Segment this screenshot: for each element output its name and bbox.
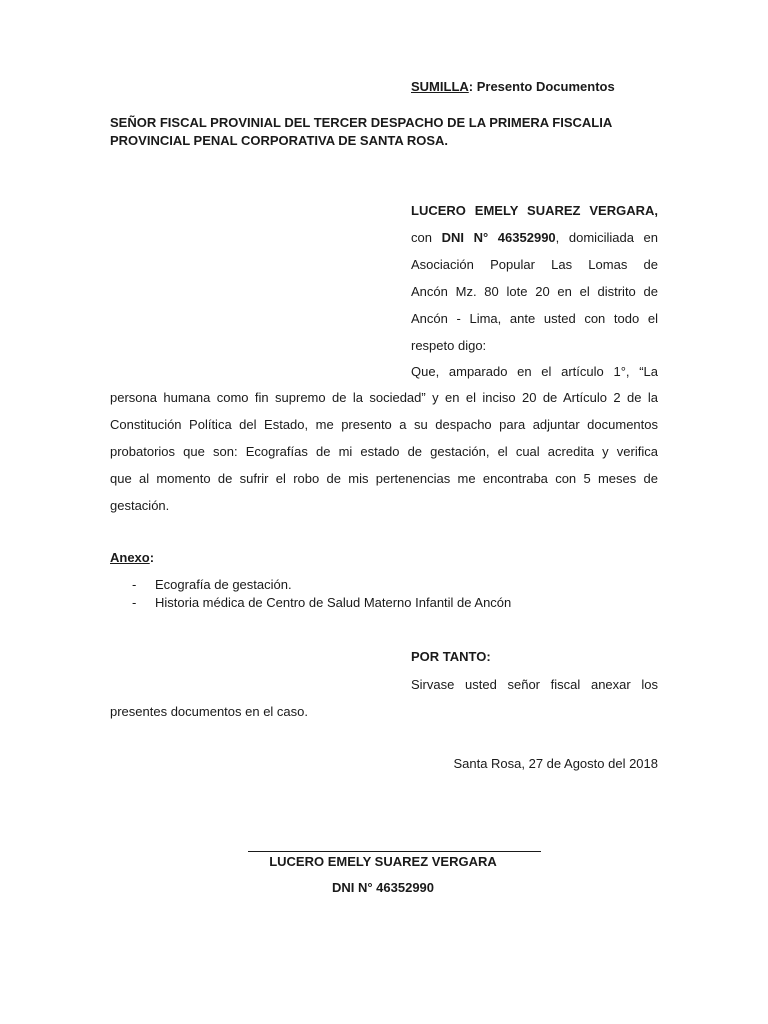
anexo-colon: :	[149, 550, 155, 565]
anexo-label: Anexo	[110, 550, 150, 565]
address-line-4: respeto digo:	[411, 338, 487, 353]
body-line-2: persona humana como fin supremo de la sociedad” y en el inciso 20 de Artículo 2 de la	[110, 390, 658, 405]
petitioner-name: LUCERO EMELY SUAREZ VERGARA,	[411, 203, 658, 218]
sumilla-label: SUMILLA	[411, 79, 469, 94]
anexo-heading	[110, 550, 154, 565]
sumilla	[411, 79, 615, 94]
anexo-item-2: Historia médica de Centro de Salud Materno Infantil de Ancón	[155, 595, 512, 610]
conclusion-line-2: presentes documentos en el caso.	[110, 704, 309, 719]
anexo-item-2-dash: -	[132, 595, 137, 610]
petitioner-dni: DNI N° 46352990	[441, 230, 556, 245]
body-line-5: que al momento de sufrir el robo de mis pertenencias me encontraba con 5 meses de	[110, 471, 658, 486]
conclusion-line-1: Sirvase usted señor fiscal anexar los	[411, 677, 658, 692]
dni-suffix: , domiciliada en	[555, 230, 659, 245]
sumilla-text: : Presento Documentos	[468, 79, 615, 94]
por-tanto-heading: POR TANTO:	[411, 649, 491, 664]
body-line-3: Constitución Política del Estado, me presento a su despacho para adjuntar documentos	[110, 417, 658, 432]
address-line-2: Ancón Mz. 80 lote 20 en el distrito de	[411, 284, 658, 299]
address-line-1: Asociación Popular Las Lomas de	[411, 257, 658, 272]
dni-prefix: con	[411, 230, 442, 245]
anexo-item-1-dash: -	[132, 577, 137, 592]
place-date: Santa Rosa, 27 de Agosto del 2018	[453, 756, 658, 771]
addressee-line-1: SEÑOR FISCAL PROVINIAL DEL TERCER DESPACHO DE LA PRIMERA FISCALIA	[110, 115, 613, 130]
body-line-4: probatorios que son: Ecografías de mi estado de gestación, el cual acredita y verifica	[110, 444, 658, 459]
signature-dni: DNI N° 46352990	[331, 880, 435, 895]
address-line-3: Ancón - Lima, ante usted con todo el	[411, 311, 658, 326]
anexo-item-1: Ecografía de gestación.	[155, 577, 292, 592]
addressee-line-2: PROVINCIAL PENAL CORPORATIVA DE SANTA ROSA.	[110, 133, 449, 148]
signature-name: LUCERO EMELY SUAREZ VERGARA	[269, 854, 497, 869]
body-line-1: Que, amparado en el artículo 1°, “La	[411, 364, 658, 379]
signature-line	[248, 851, 541, 852]
petitioner-dni-line	[411, 230, 658, 245]
body-line-6: gestación.	[110, 498, 170, 513]
